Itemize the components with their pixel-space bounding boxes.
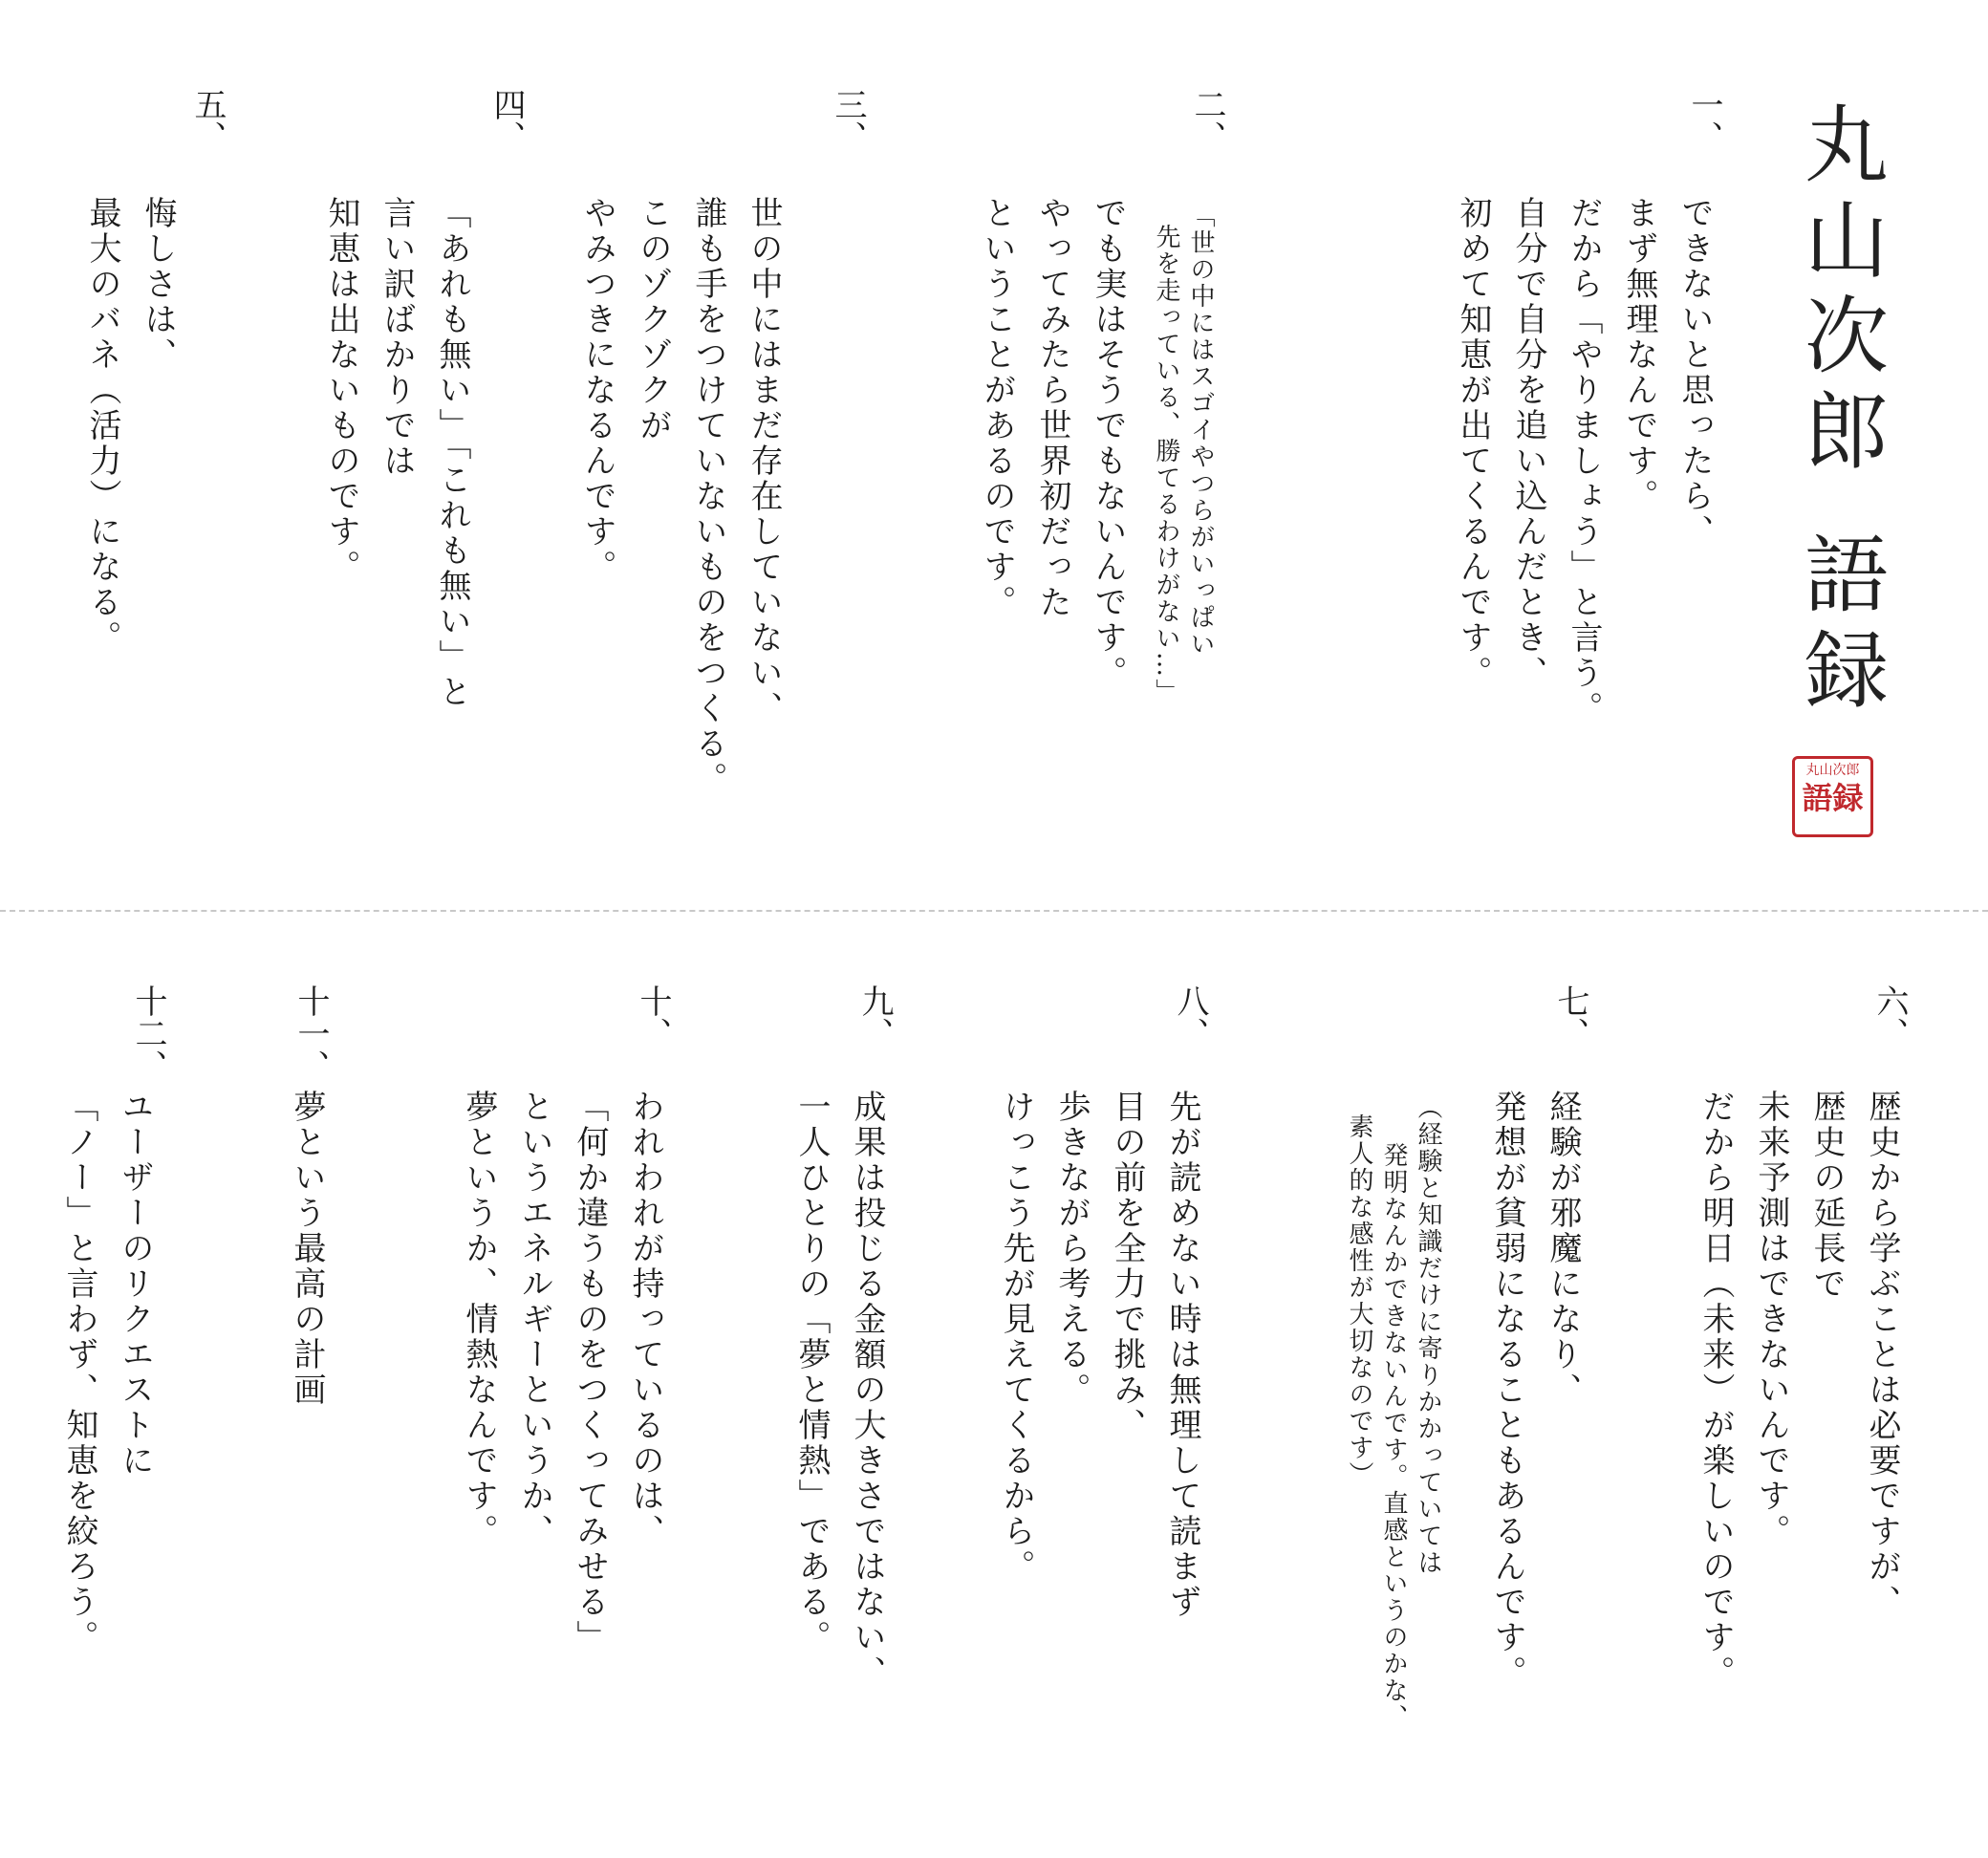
saying-line: けっこう先が見えてくるから。 <box>997 1090 1035 1585</box>
saying-number-12: 十二、 <box>129 984 167 1082</box>
saying-line: ということがあるのです。 <box>978 196 1016 620</box>
saying-line: 経験が邪魔になり、 <box>1544 1090 1582 1408</box>
saying-line: やみつきになるんです。 <box>578 196 616 585</box>
saying-line: 初めて知恵が出てくるんです。 <box>1454 196 1492 691</box>
saying-line: でも実はそうでもないんです。 <box>1089 196 1127 691</box>
saying-line: 歴史の延長で <box>1807 1090 1846 1302</box>
saying-7 <box>1480 1090 1590 1691</box>
saying-line: だから「やりましょう」と言う。 <box>1565 196 1603 726</box>
saying-line: ユーザーのリクエストに <box>116 1090 154 1479</box>
saying-line: 悔しさは、 <box>139 196 177 373</box>
saying-line: 誰も手をつけていないものをつくる。 <box>689 196 727 797</box>
saying-line: このゾクゾクが <box>634 196 672 443</box>
saying-number-5: 五、 <box>188 88 227 153</box>
saying-line: 歴史から学ぶことは必要ですが、 <box>1863 1090 1901 1620</box>
saying-number-1: 一、 <box>1685 88 1723 153</box>
saying-number-9: 九、 <box>855 984 894 1049</box>
seal-stamp <box>1792 756 1873 837</box>
seal-big-text: 語録 <box>1802 780 1864 816</box>
saying-line: まず無理なんです。 <box>1620 196 1658 514</box>
dashed-divider <box>0 910 1988 912</box>
saying-quote-line: 「世の中にはスゴイやつらがいっぱい <box>1186 203 1215 658</box>
saying-10 <box>451 1090 673 1655</box>
title-word: 語録 <box>1791 530 1890 722</box>
saying-line: というエネルギーというか、 <box>515 1090 553 1549</box>
saying-number-10: 十、 <box>634 984 672 1049</box>
saying-3 <box>570 196 791 797</box>
saying-number-6: 六、 <box>1870 984 1909 1049</box>
saying-quote-line: 先を走っている、勝てるわけがない…」 <box>1152 224 1180 705</box>
saying-line: 未来予測はできないんです。 <box>1752 1090 1790 1549</box>
saying-line: 歩きながら考える。 <box>1052 1090 1091 1408</box>
saying-4 <box>313 196 480 710</box>
saying-line: 最大のバネ（活力）になる。 <box>83 196 121 656</box>
saying-number-3: 三、 <box>829 88 867 153</box>
seal-top-text: 丸山次郎 <box>1805 763 1860 778</box>
saying-line: 言い訳ばかりでは <box>378 196 416 479</box>
saying-line: 「あれも無い」「これも無い」と <box>433 196 471 710</box>
saying-number-11: 十一、 <box>292 984 330 1082</box>
saying-8 <box>988 1090 1210 1620</box>
saying-6 <box>1688 1090 1910 1691</box>
saying-line: 夢という最高の計画 <box>288 1090 326 1408</box>
saying-line: 成果は投じる金額の大きさではない、 <box>848 1090 886 1691</box>
saying-number-8: 八、 <box>1171 984 1209 1049</box>
saying-line: 一人ひとりの「夢と情熱」である。 <box>792 1090 831 1655</box>
saying-number-2: 二、 <box>1188 88 1226 153</box>
saying-line: 世の中にはまだ存在していない、 <box>745 196 783 726</box>
saying-line: 「何か違うものをつくってみせる」 <box>571 1090 609 1655</box>
saying-line: 夢というか、情熱なんです。 <box>460 1090 498 1549</box>
saying-2 <box>969 196 1135 691</box>
title-name: 丸山次郎 <box>1791 100 1890 483</box>
saying-line: 自分で自分を追い込んだとき、 <box>1509 196 1547 691</box>
saying-9 <box>784 1090 895 1691</box>
saying-5 <box>75 196 185 656</box>
saying-11 <box>284 1090 330 1408</box>
page-title <box>1780 100 1900 722</box>
saying-line: 目の前を全力で挑み、 <box>1108 1090 1146 1443</box>
saying-line: 知恵は出ないものです。 <box>322 196 360 585</box>
saying-number-7: 七、 <box>1551 984 1589 1049</box>
saying-2-quote <box>1149 203 1218 705</box>
saying-note-line: 発明なんかできないんです。直感というのかな、 <box>1379 1142 1408 1731</box>
saying-7-note <box>1342 1094 1445 1731</box>
saying-number-4: 四、 <box>487 88 526 153</box>
saying-line: 「ノー」と言わず、知恵を絞ろう。 <box>60 1090 98 1655</box>
saying-12 <box>52 1090 162 1655</box>
saying-line: われわれが持っているのは、 <box>626 1090 664 1549</box>
saying-line: 先が読めない時は無理して読まず <box>1163 1090 1201 1620</box>
saying-1 <box>1445 196 1722 726</box>
saying-note-line: 素人的な感性が大切なのです） <box>1345 1113 1373 1488</box>
saying-line: できないと思ったら、 <box>1675 196 1714 550</box>
saying-line: だから明日（未来）が楽しいのです。 <box>1696 1090 1735 1691</box>
saying-line: 発想が貧弱になることもあるんです。 <box>1488 1090 1526 1691</box>
saying-line: やってみたら世界初だった <box>1033 196 1071 620</box>
saying-note-line: （経験と知識だけに寄りかかっていては <box>1414 1094 1442 1576</box>
